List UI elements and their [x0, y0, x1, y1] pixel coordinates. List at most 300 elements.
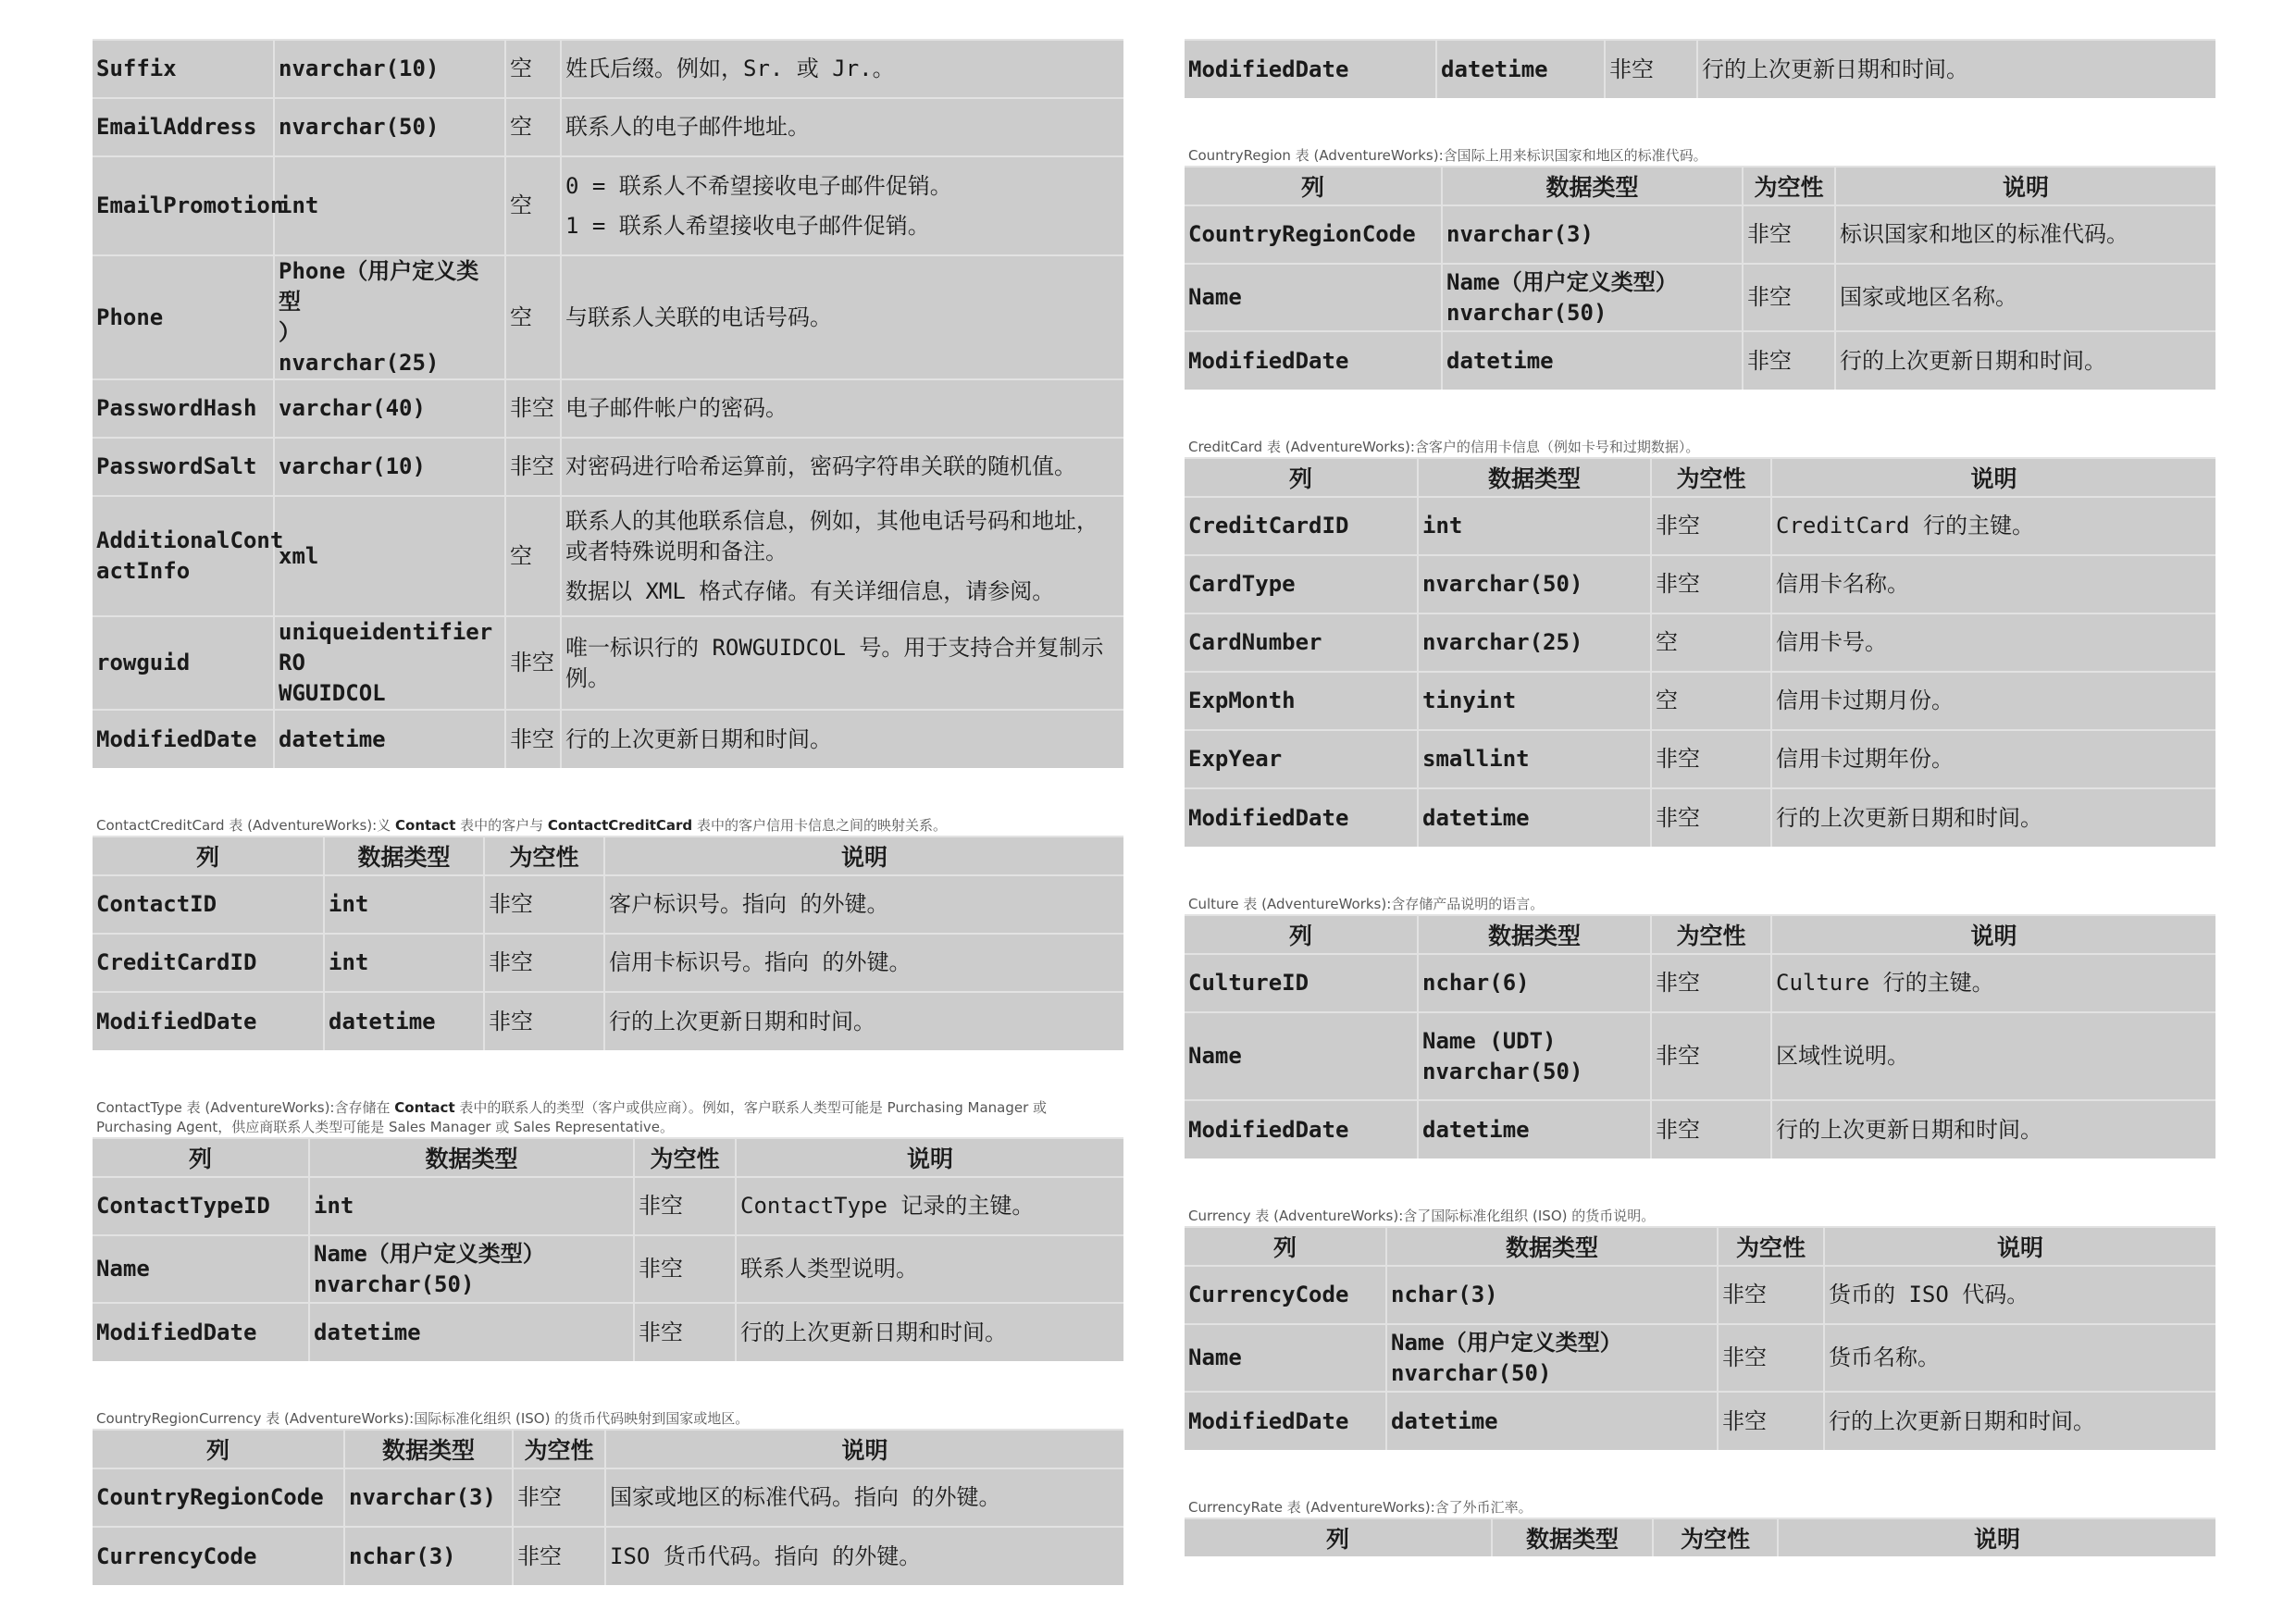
cell-nullable: 非空 [1718, 1392, 1824, 1450]
cell-description [1771, 730, 2215, 788]
table-row-modified-date [93, 992, 1123, 1050]
table-row-currency-code [1185, 1266, 2215, 1324]
cell-nullable: 非空 [1651, 954, 1771, 1012]
description-line: 行的上次更新日期和时间。 [1776, 1116, 2042, 1143]
description-line: 行的上次更新日期和时间。 [740, 1319, 1007, 1345]
description-line: 行的上次更新日期和时间。 [1840, 347, 2106, 374]
table-row-modified-date [1185, 1100, 2215, 1158]
header-datatype: 数据类型 [1492, 1518, 1653, 1556]
cell-datatype [1418, 613, 1651, 672]
cell-nullable: 空 [505, 98, 561, 156]
culture-caption: Culture 表 (AdventureWorks):含存储产品说明的语言。 [1188, 896, 1545, 912]
datatype-line: varchar(10) [279, 453, 426, 479]
table-row-country-region-code [93, 1468, 1123, 1527]
cell-column-name: CreditCardID [93, 934, 324, 992]
cell-datatype [324, 992, 484, 1050]
header-datatype: 数据类型 [324, 836, 484, 875]
header-nullable: 为空性 [513, 1430, 605, 1468]
cell-nullable: 非空 [1605, 40, 1697, 98]
cell-column-name: Phone [93, 255, 274, 379]
contact-type-table [93, 1137, 1123, 1361]
cell-column-name: ContactID [93, 875, 324, 934]
cell-column-name: Name [1185, 1324, 1386, 1392]
datatype-line: tinyint [1422, 688, 1517, 713]
description-line: 行的上次更新日期和时间。 [1702, 56, 1968, 82]
table-row-name [93, 1235, 1123, 1303]
datatype-line: Name（用户定义类型） [1391, 1329, 1622, 1356]
description-line: ISO 货币代码。指向 的外键。 [610, 1542, 922, 1569]
header-datatype: 数据类型 [1418, 915, 1651, 954]
table-row-modified-date [1185, 788, 2215, 847]
cell-nullable: 非空 [1743, 205, 1835, 264]
country-region-caption: CountryRegion 表 (AdventureWorks):含国际上用来标识国家和地区的标准代码。 [1188, 147, 1707, 164]
table-row-card-type [1185, 555, 2215, 613]
description-line: 标识国家和地区的标准代码。 [1840, 221, 2128, 247]
table-row-suffix [93, 40, 1123, 98]
table-row-card-number [1185, 613, 2215, 672]
currency-rate-table [1185, 1518, 2215, 1556]
cell-column-name: CountryRegionCode [1185, 205, 1442, 264]
cell-description [1824, 1324, 2215, 1392]
description-line: 与联系人关联的电话号码。 [565, 304, 832, 330]
cell-nullable: 非空 [634, 1235, 736, 1303]
cell-description [1824, 1392, 2215, 1450]
datatype-line: nvarchar(25) [279, 350, 440, 376]
table-header-row [93, 836, 1123, 875]
datatype-line: datetime [279, 725, 386, 752]
description-line: 国家或地区名称。 [1840, 284, 2017, 310]
cell-description [561, 98, 1123, 156]
datatype-line: int [279, 192, 319, 218]
cell-nullable: 非空 [1651, 555, 1771, 613]
cell-column-name: Name [93, 1235, 309, 1303]
description-line: CreditCard 行的主键。 [1776, 513, 2034, 539]
cell-description [1697, 40, 2215, 98]
cell-datatype [274, 710, 505, 768]
description-line: 客户标识号。指向 的外键。 [609, 891, 889, 917]
datatype-line: uniqueidentifier RO [279, 619, 493, 675]
cell-datatype [1386, 1324, 1718, 1392]
cell-description [1835, 205, 2215, 264]
cell-description [561, 379, 1123, 438]
caption-text: 表中的联系人的类型（客户或供应商）。例如，客户联系人类型可能是 Purchasing Manager 或 Purchasing Agent，供应商联系人类型可能是 Sales Manager 或 Sales Representative。 [96, 1099, 1048, 1135]
cell-datatype [1436, 40, 1605, 98]
description-line: Culture 行的主键。 [1776, 970, 1994, 996]
cell-datatype [324, 934, 484, 992]
cell-description [1771, 613, 2215, 672]
cell-nullable: 非空 [484, 875, 604, 934]
header-description: 说明 [1835, 167, 2215, 205]
cell-datatype [309, 1177, 634, 1235]
description-line: 电子邮件帐户的密码。 [565, 395, 788, 421]
header-nullable: 为空性 [1653, 1518, 1778, 1556]
table-header-row [1185, 1518, 2215, 1556]
cell-description [1771, 555, 2215, 613]
datatype-line: xml [279, 542, 319, 569]
header-datatype: 数据类型 [344, 1430, 513, 1468]
cell-description [1771, 954, 2215, 1012]
cell-datatype [274, 438, 505, 496]
table-row-exp-month [1185, 672, 2215, 730]
cell-column-name: ModifiedDate [93, 710, 274, 768]
header-nullable: 为空性 [1651, 915, 1771, 954]
cell-nullable: 非空 [505, 438, 561, 496]
cell-description [1771, 672, 2215, 730]
table-row-currency-code [93, 1527, 1123, 1585]
datatype-line: int [329, 891, 369, 917]
caption-text: 表中的客户与 [455, 817, 548, 834]
cell-nullable: 非空 [484, 992, 604, 1050]
cell-datatype [1418, 1012, 1651, 1100]
header-nullable: 为空性 [1743, 167, 1835, 205]
cell-column-name: CurrencyCode [93, 1527, 344, 1585]
datatype-line: ） [279, 319, 301, 345]
cell-column-name: EmailPromotion [93, 156, 274, 255]
cell-description [1771, 497, 2215, 555]
datatype-line: datetime [1422, 1116, 1530, 1143]
table-row-modified-date [1185, 40, 2215, 98]
cell-nullable: 非空 [1718, 1266, 1824, 1324]
datatype-line: varchar(40) [279, 395, 426, 421]
caption-table-name: ContactCreditCard [547, 817, 693, 834]
cell-description [561, 710, 1123, 768]
caption-table-name: Contact [395, 817, 456, 834]
cell-datatype [324, 875, 484, 934]
cell-column-name: PasswordSalt [93, 438, 274, 496]
header-datatype: 数据类型 [1442, 167, 1743, 205]
cell-description [561, 616, 1123, 710]
cell-datatype [344, 1527, 513, 1585]
table-row-country-region-code [1185, 205, 2215, 264]
cell-datatype [274, 156, 505, 255]
cell-nullable: 非空 [513, 1468, 605, 1527]
description-line: 行的上次更新日期和时间。 [609, 1008, 875, 1035]
datatype-line: nvarchar(50) [279, 114, 440, 140]
table-header-row [93, 1138, 1123, 1177]
table-header-row [1185, 915, 2215, 954]
table-row-modified-date [93, 710, 1123, 768]
description-line: 姓氏后缀。例如，Sr. 或 Jr.。 [565, 56, 895, 81]
cell-description [561, 156, 1123, 255]
cell-column-name: Name [1185, 264, 1442, 331]
cell-description [604, 934, 1123, 992]
cell-nullable: 非空 [634, 1303, 736, 1361]
datatype-line: nchar(3) [1391, 1282, 1498, 1307]
header-datatype: 数据类型 [309, 1138, 634, 1177]
contact-type-caption [93, 1098, 1123, 1137]
cell-datatype [309, 1235, 634, 1303]
table-header-row [93, 1430, 1123, 1468]
header-column: 列 [1185, 167, 1442, 205]
datatype-line: nvarchar(50) [1446, 299, 1607, 326]
cell-datatype [1418, 730, 1651, 788]
header-column: 列 [1185, 1227, 1386, 1266]
table-row-exp-year [1185, 730, 2215, 788]
cell-column-name: ModifiedDate [1185, 1100, 1418, 1158]
caption-text: ContactCreditCard 表 (AdventureWorks):义 [96, 817, 396, 834]
cell-nullable: 空 [505, 496, 561, 616]
description-line: 信用卡过期月份。 [1776, 688, 1954, 713]
cell-description [1835, 331, 2215, 390]
credit-card-caption: CreditCard 表 (AdventureWorks):含客户的信用卡信息（例如卡号和过期数据）。 [1188, 439, 1700, 455]
cell-column-name: rowguid [93, 616, 274, 710]
header-description: 说明 [605, 1430, 1123, 1468]
cell-datatype [1418, 555, 1651, 613]
header-description: 说明 [736, 1138, 1123, 1177]
datatype-line: Name (UDT) [1422, 1027, 1557, 1054]
table-row-modified-date [1185, 331, 2215, 390]
table-row-phone [93, 255, 1123, 379]
caption-text: 表中的客户信用卡信息之间的映射关系。 [692, 817, 947, 834]
cell-description [736, 1235, 1123, 1303]
description-line: 1 = 联系人希望接收电子邮件促销。 [565, 212, 930, 239]
cell-nullable: 非空 [634, 1177, 736, 1235]
header-column: 列 [93, 836, 324, 875]
table-header-row [1185, 1227, 2215, 1266]
cell-datatype [1442, 205, 1743, 264]
datatype-line: datetime [1441, 56, 1548, 82]
cell-nullable: 非空 [505, 710, 561, 768]
table-row-name [1185, 1012, 2215, 1100]
datatype-line: nvarchar(50) [1422, 1058, 1583, 1084]
cell-datatype [1418, 672, 1651, 730]
datatype-line: datetime [1391, 1407, 1498, 1434]
cell-nullable: 非空 [1651, 730, 1771, 788]
table-row-password-salt [93, 438, 1123, 496]
table-row-password-hash [93, 379, 1123, 438]
cell-datatype [1386, 1266, 1718, 1324]
left-column [93, 0, 1123, 1585]
datatype-line: nvarchar(50) [314, 1270, 475, 1297]
cell-column-name: CardNumber [1185, 613, 1418, 672]
header-datatype: 数据类型 [1386, 1227, 1718, 1266]
datatype-line: Phone（用户定义类型 [279, 258, 479, 315]
cell-datatype [274, 255, 505, 379]
description-line: 联系人类型说明。 [740, 1256, 918, 1282]
culture-table [1185, 914, 2215, 1158]
datatype-line: nchar(3) [349, 1542, 456, 1569]
datatype-line: nchar(6) [1422, 970, 1530, 996]
table-row-credit-card-id [93, 934, 1123, 992]
column-name-line: actInfo [96, 558, 191, 584]
header-description: 说明 [1771, 458, 2215, 497]
table-row-credit-card-id [1185, 497, 2215, 555]
cell-nullable: 空 [505, 255, 561, 379]
currency-table [1185, 1226, 2215, 1450]
header-column: 列 [93, 1430, 344, 1468]
description-line: 0 = 联系人不希望接收电子邮件促销。 [565, 172, 952, 199]
cell-datatype [1442, 331, 1743, 390]
header-description: 说明 [604, 836, 1123, 875]
cell-datatype [1418, 497, 1651, 555]
description-line: 行的上次更新日期和时间。 [1776, 804, 2042, 831]
table-row-email-promotion [93, 156, 1123, 255]
cell-column-name: ModifiedDate [93, 992, 324, 1050]
cell-nullable: 空 [1651, 613, 1771, 672]
description-line: 货币名称。 [1829, 1344, 1940, 1370]
cell-description [561, 496, 1123, 616]
cell-nullable: 空 [505, 156, 561, 255]
cell-datatype [309, 1303, 634, 1361]
datatype-line: nvarchar(50) [1422, 571, 1583, 597]
cell-description [605, 1527, 1123, 1585]
datatype-line: int [314, 1193, 354, 1219]
table-row-contact-id [93, 875, 1123, 934]
cell-datatype [274, 98, 505, 156]
cell-column-name: CountryRegionCode [93, 1468, 344, 1527]
cell-datatype [1418, 954, 1651, 1012]
previous-table-tail [1185, 39, 2215, 98]
cell-datatype [274, 40, 505, 98]
description-line: 货币的 ISO 代码。 [1829, 1282, 2029, 1307]
cell-column-name: CultureID [1185, 954, 1418, 1012]
datatype-line: datetime [329, 1008, 436, 1035]
header-nullable: 为空性 [1718, 1227, 1824, 1266]
header-nullable: 为空性 [484, 836, 604, 875]
cell-column-name: CardType [1185, 555, 1418, 613]
datatype-line: Name（用户定义类型） [1446, 268, 1678, 295]
cell-column-name: ModifiedDate [93, 1303, 309, 1361]
description-line: 联系人的其他联系信息，例如，其他电话号码和地址，或者特殊说明和备注。 [565, 507, 1098, 564]
header-column: 列 [1185, 458, 1418, 497]
cell-column-name: ExpYear [1185, 730, 1418, 788]
header-nullable: 为空性 [1651, 458, 1771, 497]
header-description: 说明 [1824, 1227, 2215, 1266]
cell-datatype [344, 1468, 513, 1527]
description-line: 联系人的电子邮件地址。 [565, 114, 810, 140]
table-header-row [1185, 458, 2215, 497]
cell-column-name: ModifiedDate [1185, 40, 1436, 98]
description-line: 区域性说明。 [1776, 1043, 1909, 1069]
cell-description [604, 875, 1123, 934]
datatype-line: nvarchar(3) [349, 1484, 496, 1510]
description-line: 信用卡过期年份。 [1776, 746, 1954, 772]
cell-nullable: 非空 [1651, 1012, 1771, 1100]
contact-table-continued [93, 39, 1123, 768]
datatype-line: int [1422, 513, 1463, 539]
contact-credit-card-table [93, 836, 1123, 1050]
table-header-row [1185, 167, 2215, 205]
cell-description [736, 1303, 1123, 1361]
right-column [1185, 0, 2215, 1556]
cell-column-name: EmailAddress [93, 98, 274, 156]
description-line: 行的上次更新日期和时间。 [565, 725, 832, 752]
cell-nullable: 非空 [513, 1527, 605, 1585]
column-name-line: AdditionalCont [96, 527, 284, 553]
cell-column-name: Name [1185, 1012, 1418, 1100]
cell-column-name: CreditCardID [1185, 497, 1418, 555]
header-datatype: 数据类型 [1418, 458, 1651, 497]
caption-table-name: Contact [394, 1099, 455, 1116]
cell-nullable: 空 [505, 40, 561, 98]
header-column: 列 [93, 1138, 309, 1177]
cell-column-name: ContactTypeID [93, 1177, 309, 1235]
cell-description [1771, 1100, 2215, 1158]
cell-nullable: 非空 [505, 379, 561, 438]
datatype-line: nvarchar(50) [1391, 1359, 1552, 1386]
table-row-contact-type-id [93, 1177, 1123, 1235]
cell-nullable: 非空 [1651, 1100, 1771, 1158]
description-line: 信用卡标识号。指向 的外键。 [609, 949, 912, 975]
cell-datatype [274, 496, 505, 616]
table-row-additional-contact-info [93, 496, 1123, 616]
currency-caption: Currency 表 (AdventureWorks):含了国际标准化组织 (ISO) 的货币说明。 [1188, 1208, 1656, 1224]
cell-description [1771, 1012, 2215, 1100]
cell-description [1824, 1266, 2215, 1324]
table-row-name [1185, 264, 2215, 331]
datatype-line: datetime [1446, 347, 1554, 374]
cell-description [605, 1468, 1123, 1527]
cell-nullable: 非空 [1743, 264, 1835, 331]
description-line: 数据以 XML 格式存储。有关详细信息，请参阅。 [565, 577, 1055, 604]
datatype-line: smallint [1422, 746, 1530, 772]
cell-column-name: Suffix [93, 40, 274, 98]
table-row-name [1185, 1324, 2215, 1392]
cell-description [604, 992, 1123, 1050]
caption-text: ContactType 表 (AdventureWorks):含存储在 [96, 1099, 395, 1116]
cell-description [1835, 264, 2215, 331]
table-row-rowguid [93, 616, 1123, 710]
cell-datatype [1386, 1392, 1718, 1450]
description-line: 信用卡名称。 [1776, 571, 1909, 597]
cell-nullable: 非空 [1651, 788, 1771, 847]
datatype-line: WGUIDCOL [279, 680, 386, 706]
datatype-line: datetime [314, 1319, 421, 1345]
cell-datatype [1418, 1100, 1651, 1158]
description-line: 唯一标识行的 ROWGUIDCOL 号。用于支持合并复制示例。 [565, 634, 1104, 691]
cell-description [561, 255, 1123, 379]
country-region-currency-table [93, 1429, 1123, 1585]
header-column: 列 [1185, 1518, 1492, 1556]
header-description: 说明 [1771, 915, 2215, 954]
datatype-line: nvarchar(3) [1446, 221, 1594, 247]
table-row-modified-date [93, 1303, 1123, 1361]
cell-column-name: CurrencyCode [1185, 1266, 1386, 1324]
cell-nullable: 非空 [1743, 331, 1835, 390]
cell-description [736, 1177, 1123, 1235]
contact-credit-card-caption [93, 816, 1123, 836]
table-row-email-address [93, 98, 1123, 156]
cell-column-name: ExpMonth [1185, 672, 1418, 730]
description-line: 行的上次更新日期和时间。 [1829, 1407, 2095, 1434]
cell-column-name: PasswordHash [93, 379, 274, 438]
cell-nullable: 非空 [484, 934, 604, 992]
table-row-modified-date [1185, 1392, 2215, 1450]
datatype-line: datetime [1422, 804, 1530, 831]
datatype-line: nvarchar(25) [1422, 629, 1583, 655]
header-description: 说明 [1778, 1518, 2215, 1556]
cell-nullable: 非空 [1718, 1324, 1824, 1392]
cell-description [561, 438, 1123, 496]
datatype-line: int [329, 949, 369, 975]
description-line: ContactType 记录的主键。 [740, 1193, 1035, 1219]
description-line: 对密码进行哈希运算前，密码字符串关联的随机值。 [565, 453, 1076, 479]
cell-datatype [1442, 264, 1743, 331]
cell-column-name: ModifiedDate [1185, 788, 1418, 847]
cell-column-name [93, 496, 284, 616]
country-region-table [1185, 166, 2215, 390]
credit-card-table [1185, 457, 2215, 847]
cell-datatype [274, 379, 505, 438]
cell-datatype [274, 616, 505, 710]
header-column: 列 [1185, 915, 1418, 954]
header-nullable: 为空性 [634, 1138, 736, 1177]
cell-nullable: 非空 [505, 616, 561, 710]
table-row-culture-id [1185, 954, 2215, 1012]
description-line: 信用卡号。 [1776, 629, 1887, 655]
description-line: 国家或地区的标准代码。指向 的外键。 [610, 1484, 1001, 1510]
country-region-currency-caption: CountryRegionCurrency 表 (AdventureWorks):国际标准化组织 (ISO) 的货币代码映射到国家或地区。 [96, 1410, 750, 1427]
